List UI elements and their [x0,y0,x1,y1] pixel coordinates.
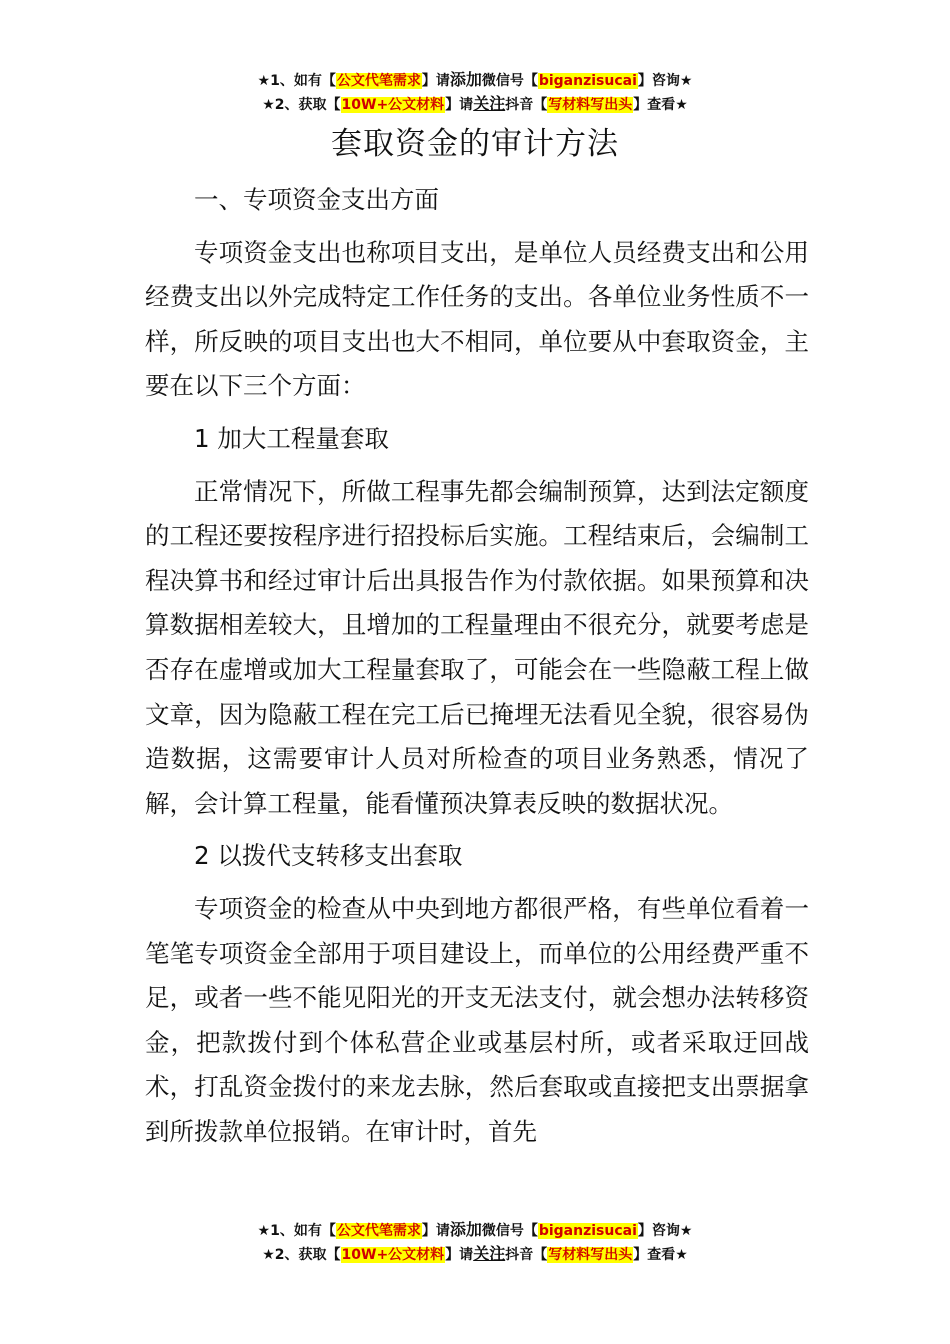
header-banner [0,68,950,116]
banner-text: ★1、如有【 [257,1223,336,1239]
banner-line-2 [0,92,950,116]
banner-emphasis: 关注 [473,1244,506,1263]
banner-text: 微信号【 [481,1223,538,1239]
banner-highlight: biganzisucai [538,1223,637,1239]
section-heading: 一、专项资金支出方面 [194,185,439,214]
banner-highlight: biganzisucai [538,73,637,89]
banner-highlight: 写材料写出头 [548,97,633,113]
banner-line-2 [0,1242,950,1266]
banner-text: 】请 [445,1247,474,1263]
banner-text: 】请 [445,97,474,113]
document-title: 套取资金的审计方法 [331,126,619,162]
banner-highlight: 公文代笔需求 [336,1223,421,1239]
banner-text: 】咨询★ [637,1223,693,1239]
body-paragraph: 正常情况下，所做工程事先都会编制预算，达到法定额度的工程还要按程序进行招投标后实施。工程结束后，会编制工程决算书和经过审计后出具报告作为付款依据。如果预算和决算数据相差较大，且增加的工程量理由不很充分，就要考虑是否存在虚增或加大工程量套取了，可能会在一些隐蔽工程上做文章，因为隐蔽工程在完工后已掩埋无法看见全貌，很容易伪造数据，这需要审计人员对所检查的项目业务熟悉，情况了解，会计算工程量，能看懂预决算表反映的数据状况。 [145,476,809,818]
body-paragraph: 专项资金的检查从中央到地方都很严格，有些单位看着一笔笔专项资金全部用于项目建设上，而单位的公用经费严重不足，或者一些不能见阳光的开支无法支付，就会想办法转移资金，把款拨付到个体私营企业或基层村所，或者采取迂回战术，打乱资金拨付的来龙去脉，然后套取或直接把支出票据拿到所拨款单位报销。在审计时，首先 [145,893,809,1146]
subsection-heading: 2 以拨代支转移支出套取 [194,841,463,871]
body-paragraph: 专项资金支出也称项目支出，是单位人员经费支出和公用经费支出以外完成特定工作任务的支出。各单位业务性质不一样，所反映的项目支出也大不相同，单位要从中套取资金，主要在以下三个方面： [145,237,809,401]
banner-highlight: 写材料写出头 [548,1247,633,1263]
banner-highlight: 公文代笔需求 [336,73,421,89]
banner-highlight: 10W+公文材料 [341,97,445,113]
document-body [145,178,809,1154]
banner-text: 】请 [421,1223,450,1239]
banner-line-1 [0,1218,950,1242]
banner-emphasis: 关注 [473,94,506,113]
banner-text: 】请 [421,73,450,89]
subsection-heading: 1 加大工程量套取 [194,423,389,453]
banner-text: ★2、获取【 [262,1247,341,1263]
banner-emphasis: 添加 [449,1220,482,1239]
banner-highlight: 10W+公文材料 [341,1247,445,1263]
footer-banner [0,1218,950,1266]
banner-emphasis: 添加 [449,70,482,89]
banner-text: 抖音【 [505,1247,548,1263]
banner-text: ★2、获取【 [262,97,341,113]
banner-line-1 [0,68,950,92]
banner-text: 微信号【 [481,73,538,89]
banner-text: 抖音【 [505,97,548,113]
banner-text: 】咨询★ [637,73,693,89]
banner-text: 】查看★ [633,1247,688,1263]
banner-text: 】查看★ [633,97,688,113]
banner-text: ★1、如有【 [257,73,336,89]
